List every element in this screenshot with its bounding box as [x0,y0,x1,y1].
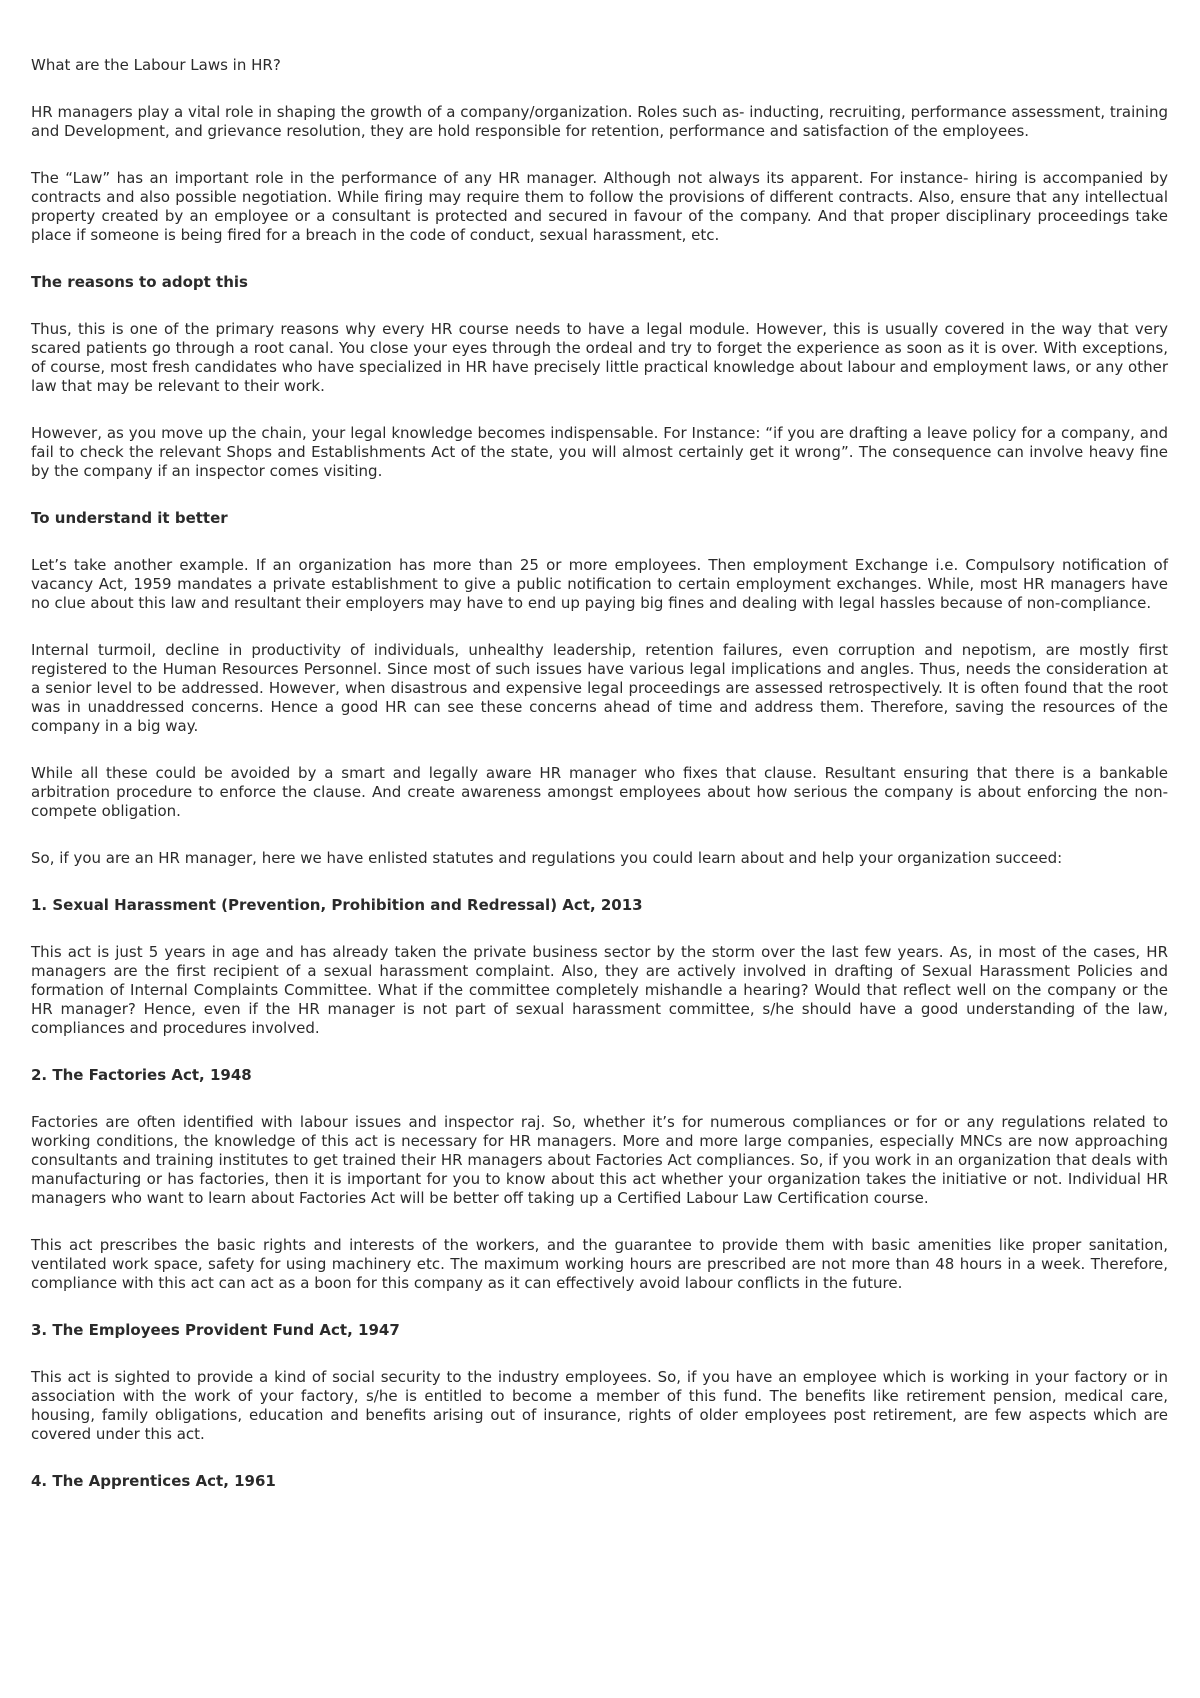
section-heading: 3. The Employees Provident Fund Act, 1947 [31,1321,400,1339]
paragraph: HR managers play a vital role in shaping the growth of a company/organization. Roles such as- inducting, recruiting, performance assessment, training and Development, and grievance resolution, they are hold responsible for retention, performance and satisfaction of the employees. [31,103,1168,140]
paragraph: This act is sighted to provide a kind of social security to the industry employees. So, if you have an employee which is working in your factory or in association with the work of your factory, s/he is entitled to become a member of this fund. The benefits like retirement pension, medical care, housing, family obligations, education and benefits arising out of insurance, rights of older employees post retirement, are few aspects which are covered under this act. [31,1368,1168,1443]
paragraph: This act is just 5 years in age and has already taken the private business sector by the storm over the last few years. As, in most of the cases, HR managers are the first recipient of a sexual harassment complaint. Also, they are actively involved in drafting of Sexual Harassment Policies and formation of Internal Complaints Committee. What if the committee completely mishandle a hearing? Would that reflect well on the company or the HR manager? Hence, even if the HR manager is not part of sexual harassment committee, s/he should have a good understanding of the law, compliances and procedures involved. [31,943,1168,1037]
document-title: What are the Labour Laws in HR? [31,56,281,74]
paragraph: While all these could be avoided by a smart and legally aware HR manager who fixes that clause. Resultant ensuring that there is a bankable arbitration procedure to enforce the clause. And create awareness amongst employees about how serious the company is about enforcing the non-compete obligation. [31,764,1168,820]
section-heading: 1. Sexual Harassment (Prevention, Prohibition and Redressal) Act, 2013 [31,896,643,914]
section-heading: The reasons to adopt this [31,273,248,291]
section-heading: 4. The Apprentices Act, 1961 [31,1472,276,1490]
section-heading: To understand it better [31,509,228,527]
paragraph: This act prescribes the basic rights and interests of the workers, and the guarantee to provide them with basic amenities like proper sanitation, ventilated work space, safety for using machinery etc. The maximum working hours are prescribed are not more than 48 hours in a week. Therefore, compliance with this act can act as a boon for this company as it can effectively avoid labour conflicts in the future. [31,1236,1168,1292]
paragraph: Factories are often identified with labour issues and inspector raj. So, whether it’s for numerous compliances or for or any regulations related to working conditions, the knowledge of this act is necessary for HR managers. More and more large companies, especially MNCs are now approaching consultants and training institutes to get trained their HR managers about Factories Act compliances. So, if you work in an organization that deals with manufacturing or has factories, then it is important for you to know about this act whether your organization takes the initiative or not. Individual HR managers who want to learn about Factories Act will be better off taking up a Certified Labour Law Certification course. [31,1113,1168,1207]
paragraph: The “Law” has an important role in the performance of any HR manager. Although not always its apparent. For instance- hiring is accompanied by contracts and also possible negotiation. While firing may require them to follow the provisions of different contracts. Also, ensure that any intellectual property created by an employee or a consultant is protected and secured in favour of the company. And that proper disciplinary proceedings take place if someone is being fired for a breach in the code of conduct, sexual harassment, etc. [31,169,1168,244]
paragraph: However, as you move up the chain, your legal knowledge becomes indispensable. For Instance: “if you are drafting a leave policy for a company, and fail to check the relevant Shops and Establishments Act of the state, you will almost certainly get it wrong”. The consequence can involve heavy fine by the company if an inspector comes visiting. [31,424,1168,480]
paragraph: Let’s take another example. If an organization has more than 25 or more employees. Then employment Exchange i.e. Compulsory notification of vacancy Act, 1959 mandates a private establishment to give a public notification to certain employment exchanges. While, most HR managers have no clue about this law and resultant their employers may have to end up paying big fines and dealing with legal hassles because of non-compliance. [31,556,1168,612]
paragraph: Internal turmoil, decline in productivity of individuals, unhealthy leadership, retention failures, even corruption and nepotism, are mostly first registered to the Human Resources Personnel. Since most of such issues have various legal implications and angles. Thus, needs the consideration at a senior level to be addressed. However, when disastrous and expensive legal proceedings are assessed retrospectively. It is often found that the root was in unaddressed concerns. Hence a good HR can see these concerns ahead of time and address them. Therefore, saving the resources of the company in a big way. [31,641,1168,735]
section-heading: 2. The Factories Act, 1948 [31,1066,252,1084]
paragraph: So, if you are an HR manager, here we have enlisted statutes and regulations you could learn about and help your organization succeed: [31,849,1063,867]
paragraph: Thus, this is one of the primary reasons why every HR course needs to have a legal module. However, this is usually covered in the way that very scared patients go through a root canal. You close your eyes through the ordeal and try to forget the experience as soon as it is over. With exceptions, of course, most fresh candidates who have specialized in HR have precisely little practical knowledge about labour and employment laws, or any other law that may be relevant to their work. [31,320,1168,395]
